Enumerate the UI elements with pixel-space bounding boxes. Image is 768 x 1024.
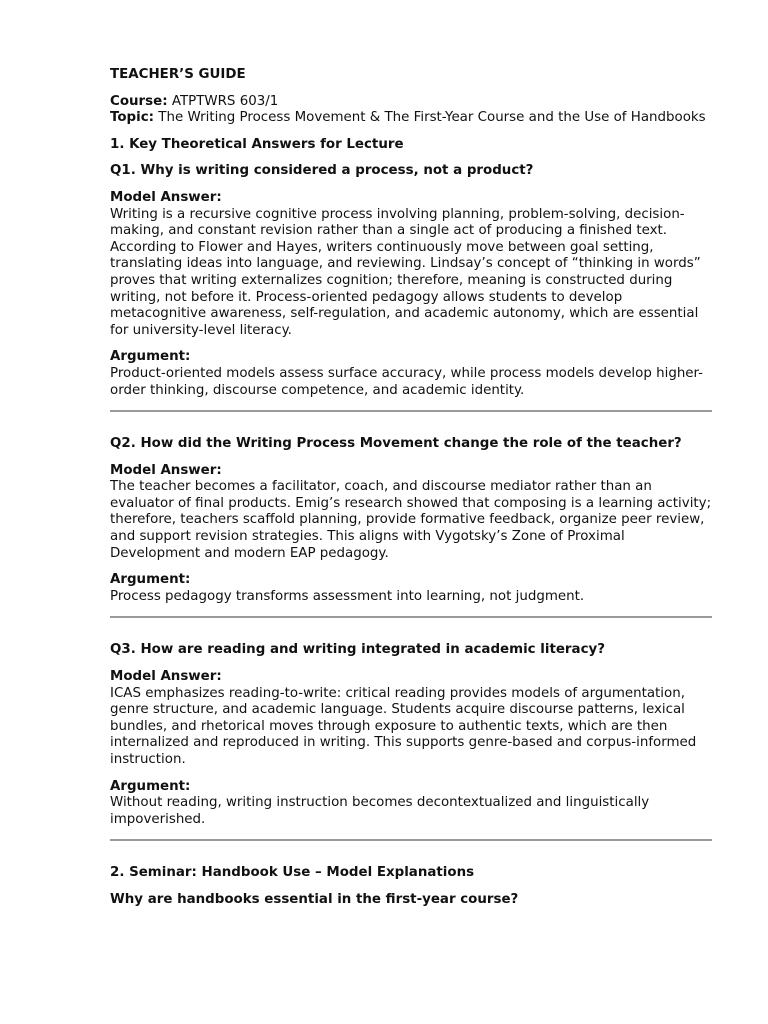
- question-block-3: [110, 642, 712, 828]
- section-2-question: Why are handbooks essential in the first-year course?: [110, 891, 519, 907]
- model-answer-label: Model Answer:: [110, 189, 222, 205]
- document-title: TEACHER’S GUIDE: [110, 67, 246, 82]
- topic-label: Topic:: [110, 110, 155, 126]
- section-divider: [110, 616, 712, 618]
- section-divider: [110, 839, 712, 841]
- argument-text: Process pedagogy transforms assessment into learning, not judgment.: [110, 588, 585, 604]
- model-answer-label: Model Answer:: [110, 669, 222, 685]
- course-value: ATPTWRS 603/1: [167, 93, 279, 109]
- question-block-1: [110, 163, 712, 399]
- section-divider: [110, 410, 712, 412]
- model-answer-text: The teacher becomes a facilitator, coach, and discourse mediator rather than an evaluator of final products. Emig’s research showed that composing is a learning activity; therefore, teachers scaffold planning, provide formative feedback, organize peer review, and support revision strategies. This aligns with Vygotsky’s Zone of Proximal Development and modern EAP pedagogy.: [110, 479, 712, 561]
- section-1-heading: 1. Key Theoretical Answers for Lecture: [110, 136, 404, 152]
- argument-label: Argument:: [110, 572, 191, 588]
- argument-label: Argument:: [110, 349, 191, 365]
- course-meta: [110, 94, 712, 127]
- question-block-2: [110, 436, 712, 605]
- argument-text: Product-oriented models assess surface accuracy, while process models develop higher-order thinking, discourse competence, and academic identity.: [110, 365, 704, 398]
- model-answer-text: Writing is a recursive cognitive process involving planning, problem-solving, decision-making, and constant revision rather than a single act of producing a finished text. According to Flower and Hayes, writers continuously move between goal setting, translating ideas into language, and reviewing. Lindsay’s concept of “thinking in words” proves that writing externalizes cognition; therefore, meaning is constructed during writing, not before it. Process-oriented pedagogy allows students to develop metacognitive awareness, self-regulation, and academic autonomy, which are essential for university-level literacy.: [110, 206, 701, 338]
- section-2-heading: 2. Seminar: Handbook Use – Model Explanations: [110, 865, 475, 881]
- question-text: Q1. Why is writing considered a process, not a product?: [110, 163, 534, 179]
- model-answer-label: Model Answer:: [110, 462, 222, 478]
- argument-text: Without reading, writing instruction becomes decontextualized and linguistically impoverished.: [110, 795, 650, 827]
- question-text: Q3. How are reading and writing integrated in academic literacy?: [110, 642, 606, 658]
- course-line: [110, 94, 712, 111]
- topic-line: [110, 110, 712, 127]
- topic-value: The Writing Process Movement & The First-Year Course and the Use of Handbooks: [154, 110, 706, 126]
- model-answer-text: ICAS emphasizes reading-to-write: critical reading provides models of argumentation, genre structure, and academic language. Students acquire discourse patterns, lexical bundles, and rhetorical moves through exposure to authentic texts, which are then internalized and reproduced in writing. This supports genre-based and corpus-informed instruction.: [110, 685, 697, 767]
- document-page: [110, 67, 712, 919]
- argument-label: Argument:: [110, 778, 191, 794]
- course-label: Course:: [110, 93, 168, 109]
- question-text: Q2. How did the Writing Process Movement change the role of the teacher?: [110, 436, 682, 452]
